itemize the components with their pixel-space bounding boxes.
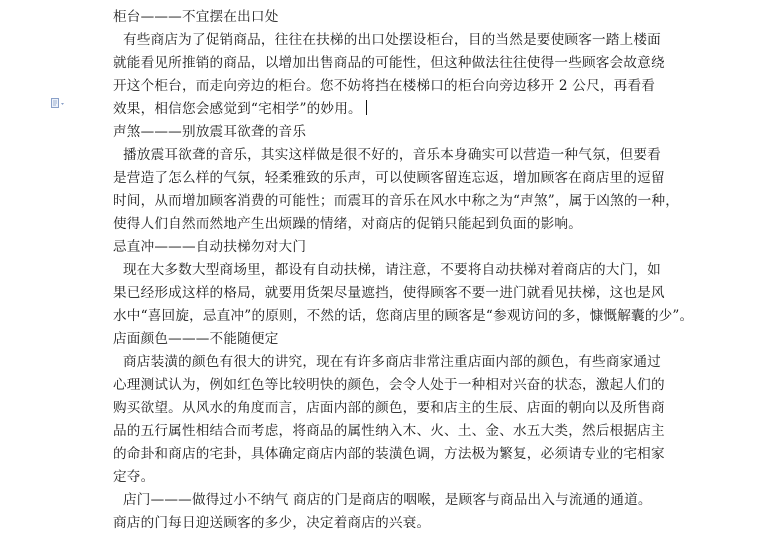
text-line <box>113 512 668 535</box>
text-line <box>113 351 668 374</box>
text-line-content: 商店的门每日迎送顾客的多少，决定着商店的兴衰。 <box>113 515 431 531</box>
text-line <box>113 236 668 259</box>
text-line-content: 果已经形成这样的格局，就要用货架尽量遮挡，使得顾客不要一进门就看见扶梯，这也是风 <box>113 285 665 301</box>
text-line <box>113 98 668 121</box>
text-line <box>113 52 668 75</box>
text-line <box>113 6 668 29</box>
text-line-content: 商店装潢的颜色有很大的讲究，现在有许多商店非常注重店面内部的颜色，有些商家通过 <box>123 354 661 370</box>
text-cursor <box>366 100 367 115</box>
document-body[interactable] <box>113 6 694 535</box>
text-line-content: 购买欲望。从风水的角度而言，店面内部的颜色，要和店主的生辰、店面的朝向以及所售商 <box>113 400 665 416</box>
text-line-content: 现在大多数大型商场里，都设有自动扶梯，请注意，不要将自动扶梯对着商店的大门，如 <box>123 262 661 278</box>
text-line-content: 时间，从而增加顾客消费的可能性；而震耳的音乐在风水中称之为“声煞”，属于凶煞的一种， <box>113 193 680 209</box>
text-line <box>113 282 668 305</box>
text-line <box>113 328 668 351</box>
text-line-content: 就能看见所推销的商品，以增加出售商品的可能性，但这种做法往往使得一些顾客会故意绕 <box>113 55 665 71</box>
text-line-content: 定夺。 <box>113 469 155 485</box>
text-line <box>113 75 668 98</box>
text-line <box>113 121 668 144</box>
text-line-content: 有些商店为了促销商品，往往在扶梯的出口处摆设柜台，目的当然是要使顾客一踏上楼面 <box>123 32 661 48</box>
text-line-content: 的命卦和商店的宅卦，具体确定商店内部的装潢色调，方法极为繁复，必须请专业的宅相家 <box>113 446 665 462</box>
text-line <box>113 374 668 397</box>
text-line <box>113 167 668 190</box>
text-line <box>113 420 668 443</box>
text-line-content: 效果，相信您会感觉到“宅相学”的妙用。 <box>113 101 362 117</box>
text-line <box>113 259 668 282</box>
text-line <box>113 443 668 466</box>
text-line-content: 心理测试认为，例如红色等比较明快的颜色，会令人处于一种相对兴奋的状态，激起人们的 <box>113 377 665 393</box>
text-line <box>113 466 668 489</box>
text-line <box>113 305 694 328</box>
text-line-content: 店门———做得过小不纳气 商店的门是商店的咽喉，是顾客与商品出入与流通的通道。 <box>123 492 652 508</box>
comment-anchor-icon[interactable] <box>51 95 65 107</box>
text-line-content: 使得人们自然而然地产生出烦躁的情绪，对商店的促销只能起到负面的影响。 <box>113 216 582 232</box>
text-line-content: 柜台———不宜摆在出口处 <box>113 9 279 25</box>
text-line <box>113 397 668 420</box>
text-line-content: 是营造了怎么样的气氛，轻柔雅致的乐声，可以使顾客留连忘返，增加顾客在商店里的逗留 <box>113 170 665 186</box>
text-line <box>113 489 668 512</box>
text-line-content: 水中“喜回旋，忌直冲”的原则，不然的话，您商店里的顾客是“参观访问的多，慷慨解囊的少”。 <box>113 308 694 324</box>
text-line-content: 声煞———别放震耳欲聋的音乐 <box>113 124 307 140</box>
text-line <box>113 144 668 167</box>
text-line-content: 品的五行属性相结合而考虑，将商品的属性纳入木、火、土、金、水五大类，然后根据店主 <box>113 423 665 439</box>
text-line-content: 店面颜色———不能随便定 <box>113 331 279 347</box>
text-line <box>113 190 680 213</box>
text-line-content: 播放震耳欲聋的音乐，其实这样做是很不好的，音乐本身确实可以营造一种气氛，但要看 <box>123 147 661 163</box>
text-line-content: 忌直冲———自动扶梯勿对大门 <box>113 239 307 255</box>
text-line-content: 开这个柜台，而走向旁边的柜台。您不妨将挡在楼梯口的柜台向旁边移开 2 公尺，再看看 <box>113 78 656 94</box>
text-line <box>113 29 668 52</box>
text-line <box>113 213 668 236</box>
